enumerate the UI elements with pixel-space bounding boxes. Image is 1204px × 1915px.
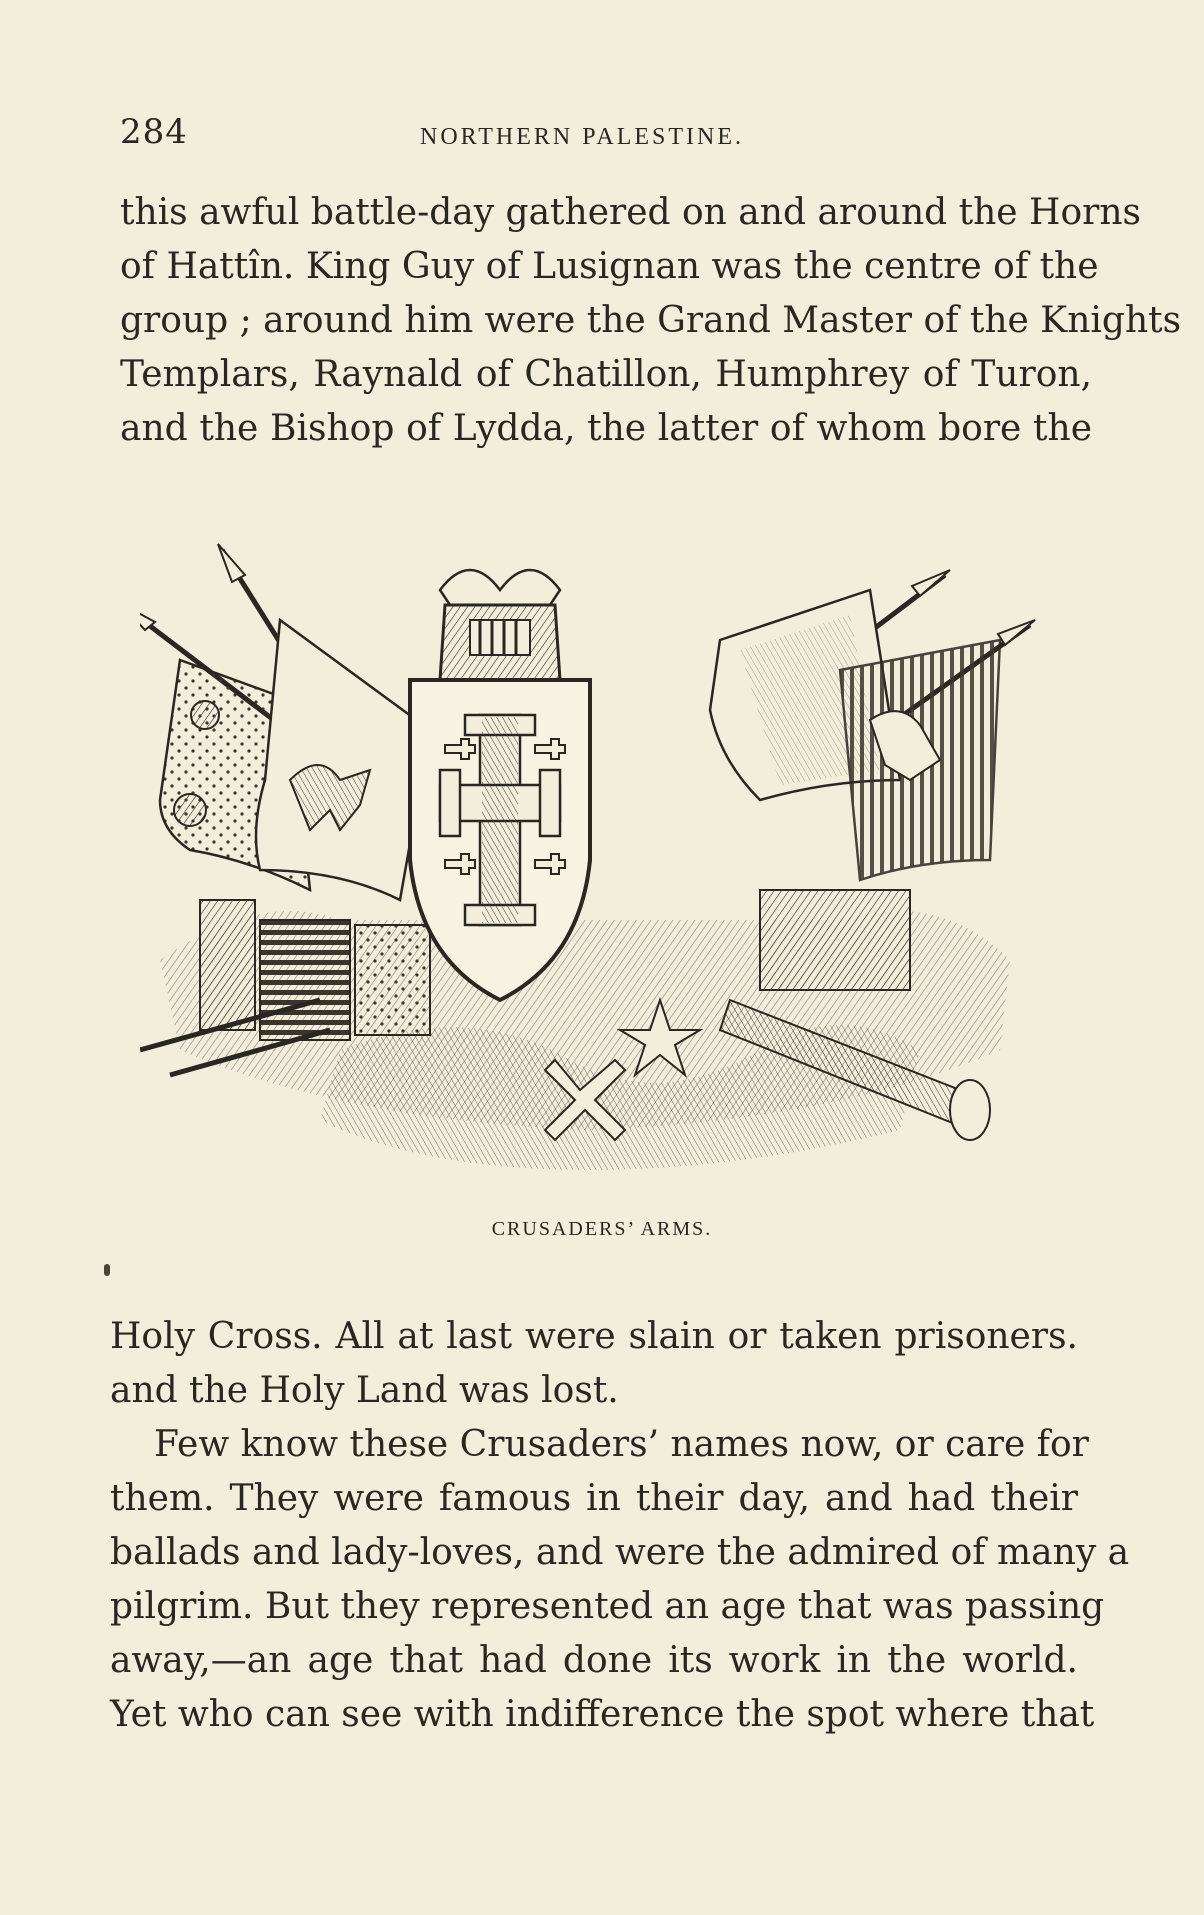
text-line: Few know these Crusaders’ names now, or care for <box>154 1424 1089 1465</box>
top-paragraph <box>120 186 1182 456</box>
text-line: Yet who can see with indifference the spot where that <box>110 1694 1095 1735</box>
text-line: group ; around him were the Grand Master of the Knights <box>120 300 1182 341</box>
running-head <box>120 112 1096 162</box>
text-line: this awful battle-day gathered on and around the Horns <box>120 192 1141 233</box>
bottom-paragraphs <box>110 1310 1130 1742</box>
running-title: NORTHERN PALESTINE. <box>420 124 745 150</box>
ink-speck <box>104 1264 110 1276</box>
crusaders-arms-illustration <box>140 530 1040 1200</box>
text-line: pilgrim. But they represented an age that was passing <box>110 1586 1105 1627</box>
text-line: Templars, Raynald of Chatillon, Humphrey of Turon, <box>120 354 1092 395</box>
text-line: and the Bishop of Lydda, the latter of whom bore the <box>120 408 1092 449</box>
text-line: away,—an age that had done its work in the world. <box>110 1640 1078 1681</box>
page-number: 284 <box>120 112 188 152</box>
text-line: ballads and lady-loves, and were the admired of many a <box>110 1532 1130 1573</box>
text-line: Holy Cross. All at last were slain or taken prisoners. <box>110 1316 1078 1357</box>
text-line: them. They were famous in their day, and had their <box>110 1478 1078 1519</box>
text-line: and the Holy Land was lost. <box>110 1370 619 1411</box>
figure-caption: CRUSADERS’ ARMS. <box>491 1218 713 1240</box>
text-line: of Hattîn. King Guy of Lusignan was the centre of the <box>120 246 1099 287</box>
